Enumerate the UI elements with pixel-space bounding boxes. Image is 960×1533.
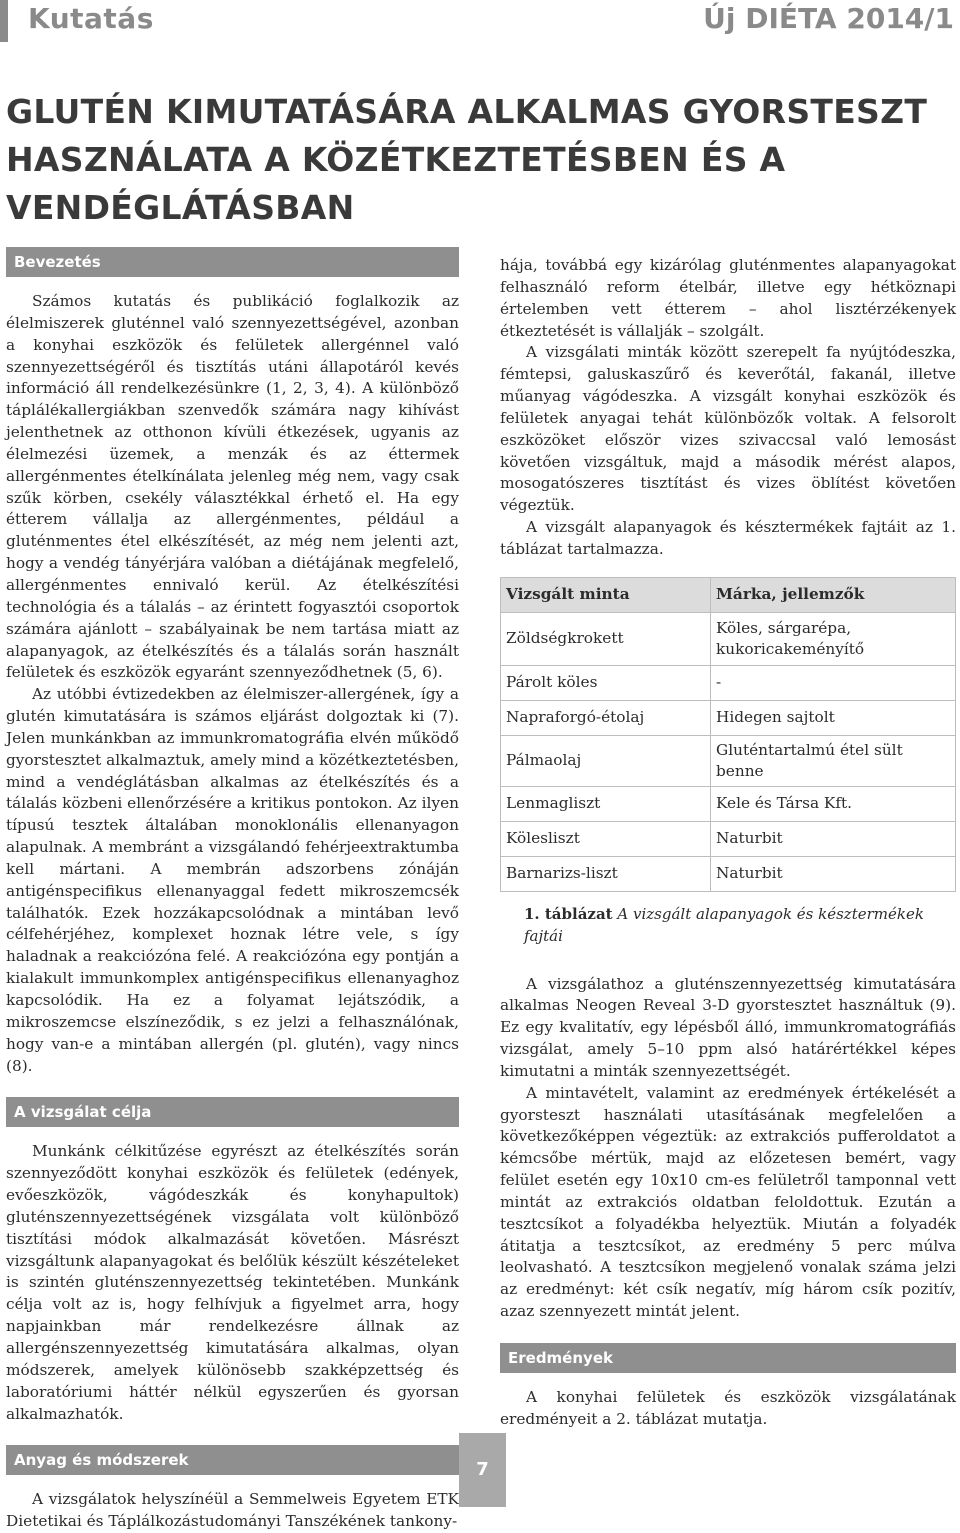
table-cell: Hidegen sajtolt	[711, 700, 956, 735]
paragraph: A mintavételt, valamint az eredmények értékelését a gyorsteszt használati utasításának megfelelően a következőképpen végeztük: az extrakciós pufferoldatot a kémcsőbe mértük, majd az előzetesen bemért, vagy felület esetén egy 10x10 cm-es felületről tamponnal vett mintát az extrakciós oldatban feloldottuk. Ezután a tesztcsíkot a folyadékba helyeztük. Miután a folyadék átitatja a tesztcsíkot, az eredmény 5 perc múlva leolvasható. A tesztcsíkon megjelenő vonalak száma jelzi az eredményt: két csík negatív, míg három csík pozitív, azaz szennyezett mintát jelent.	[500, 1083, 956, 1321]
table-row	[501, 856, 956, 891]
caption-text: A vizsgált alapanyagok és késztermékek fajtái	[524, 904, 924, 945]
section-heading-methods: Anyag és módszerek	[6, 1445, 459, 1475]
table-row	[501, 700, 956, 735]
section-heading-introduction: Bevezetés	[6, 247, 459, 277]
table-cell: Párolt köles	[501, 665, 711, 700]
paragraph: A vizsgálatok helyszínéül a Semmelweis Egyetem ETK Dietetikai és Táplálkozástudományi Tanszékének tankony-	[6, 1490, 459, 1531]
table-row	[501, 735, 956, 786]
table-cell: Pálmaolaj	[501, 735, 711, 786]
left-column	[6, 247, 459, 1533]
section-label: Kutatás	[28, 2, 154, 35]
table-cell: Gluténtartalmú étel sült benne	[711, 735, 956, 786]
table-header-cell: Vizsgált minta	[501, 577, 711, 612]
table-cell: Naturbit	[711, 821, 956, 856]
caption-number: 1. táblázat	[524, 904, 613, 923]
paragraph: Munkánk célkitűzése egyrészt az ételkészítés során szennyeződött konyhai eszközök és felületek (edények, evőeszközök, vágódeszkák és konyhapultok) gluténszennyezettségének vizsgálata volt különböző tisztítási módok alkalmazását követően. Másrészt vizsgáltunk alapanyagokat és belőlük készült készételeket is szintén gluténszennyezettség tekintetében. Munkánk célja volt az is, hogy felhívjuk a figyelmet arra, hogy napjainkban már rendelkezésre állnak az allergénszennyezettség kimutatására alkalmas, olyan módszerek, amelyek különösebb szakképzettség és laboratóriumi háttér nélkül egyszerűen és gyorsan alkalmazhatók.	[6, 1142, 459, 1423]
paragraph: A vizsgálathoz a gluténszennyezettség kimutatására alkalmas Neogen Reveal 3-D gyorstesztet használtuk (9). Ez egy kvalitatív, egy lépésből álló, immunkromatográfiás vizsgálat, amely 5–10 ppm alsó határértékkel képes kimutatni a minták szennyezettségét.	[500, 974, 956, 1080]
paragraph: A vizsgálati minták között szerepelt fa nyújtódeszka, fémtepsi, galuskaszűrő és keverőtál, fakanál, illetve műanyag vágódeszka. A vizsgált konyhai eszközök és felületek anyagai tehát különbözők voltak. A felsorolt eszközöket először vizes szivaccsal való lemosást követően vizsgáltuk, majd a második mérést alapos, mosogatószeres tisztítást és vizes öblítést követően végeztük.	[500, 343, 956, 515]
title-line: VENDÉGLÁTÁSBAN	[6, 188, 355, 227]
title-line: HASZNÁLATA A KÖZÉTKEZTETÉSBEN ÉS A	[6, 140, 786, 179]
paragraph: Számos kutatás és publikáció foglalkozik az élelmiszerek gluténnel való szennyezettségével, azonban a konyhai eszközök és felületek allergénnel való szennyezettségéről és tisztítás utáni állapotáról kevés információ áll rendelkezésünkre (1, 2, 3, 4). A különböző táplálékallergiákban szenvedők számára nagy kihívást jelenthetnek az otthonon kívüli étkezések, ugyanis az élelmezési üzemek, a menzák és az éttermek allergénmentes ételkínálata jelenleg még nem, vagy csak szűk körben, csekély választékkal érhető el. Ha egy étterem vállalja az allergénmentes, például a gluténmentes étel elkészítését, az még nem jelenti azt, hogy a vendég tányérjára valóban a diétájának megfelelő, allergénmentes ennivaló kerül. Az ételkészítési technológia és a tálalás – az érintett fogyasztói csoportok számára ajánlott – szabályainak be nem tartása miatt az alapanyagok, az ételkészítés és a tálalás során használt felületek és eszközök egyaránt szennyeződhetnek (5, 6).	[6, 292, 459, 682]
table-cell: -	[711, 665, 956, 700]
journal-issue: 2014/1	[846, 2, 954, 35]
title-line: GLUTÉN KIMUTATÁSÁRA ALKALMAS GYORSTESZT	[6, 92, 928, 131]
table-cell: Naturbit	[711, 856, 956, 891]
table-cell: Barnarizs-liszt	[501, 856, 711, 891]
article-title	[6, 88, 946, 232]
table-cell: Lenmagliszt	[501, 786, 711, 821]
table-cell: Köles, sárgarépa, kukoricakeményítő	[711, 612, 956, 665]
table-row	[501, 612, 956, 665]
table-cell: Zöldségkrokett	[501, 612, 711, 665]
samples-table	[500, 577, 956, 892]
page-number: 7	[459, 1433, 506, 1507]
section-heading-results: Eredmények	[500, 1343, 956, 1373]
table-header-cell: Márka, jellemzők	[711, 577, 956, 612]
paragraph: hája, továbbá egy kizárólag gluténmentes alapanyagokat felhasználó reform ételbár, illetve egy hétköznapi értelemben vett étterem – ahol lisztérzékenyek étkeztetését is vállalják – szolgált.	[500, 256, 956, 340]
journal-title: Új DIÉTA	[703, 2, 837, 35]
table-row	[501, 665, 956, 700]
table-header-row	[501, 577, 956, 612]
paragraph: A vizsgált alapanyagok és késztermékek fajtáit az 1. táblázat tartalmazza.	[500, 518, 956, 558]
table-row	[501, 821, 956, 856]
header-accent-bar	[0, 0, 8, 42]
paragraph: Az utóbbi évtizedekben az élelmiszer-allergének, így a glutén kimutatására is számos eljárást dolgoztak ki (7). Jelen munkánkban az immunkromatográfia elvén működő gyorstesztet alkalmaztuk, amely mind a közétkeztetésben, mind a vendéglátásban alkalmas az ételkészítés és a tálalás közbeni ellenőrzésére a kritikus pontokon. Az ilyen típusú tesztek általában monoklonális ellenanyagon alapulnak. A membránt a vizsgálandó fehérjeextraktumba kell mártani. A membrán adszorbens zónáján antigénspecifikus ellenanyaggal fedett mikroszemcsék találhatók. Ezek hozzákapcsolódnak a mintában levő célfehérjéhez, komplexet hoznak létre vele, s így haladnak a reakciózóna felé. A reakciózóna egy pontján a kialakult immunkomplex antigénspecifikus ellenanyaghoz kapcsolódik. Ha ez a folyamat lejátszódik, a mikroszemcse elszíneződik, s ez jelzi a felhasználónak, hogy van-e a mintában allergén (pl. glutén), vagy nincs (8).	[6, 685, 459, 1075]
section-heading-aim: A vizsgálat célja	[6, 1097, 459, 1127]
table-cell: Napraforgó-étolaj	[501, 700, 711, 735]
page-header	[0, 0, 960, 44]
right-column	[500, 255, 956, 1431]
table-caption	[524, 904, 956, 948]
table-cell: Kele és Társa Kft.	[711, 786, 956, 821]
table-row	[501, 786, 956, 821]
journal-name	[703, 2, 954, 35]
table-cell: Kölesliszt	[501, 821, 711, 856]
paragraph: A konyhai felületek és eszközök vizsgálatának eredményeit a 2. táblázat mutatja.	[500, 1388, 956, 1428]
